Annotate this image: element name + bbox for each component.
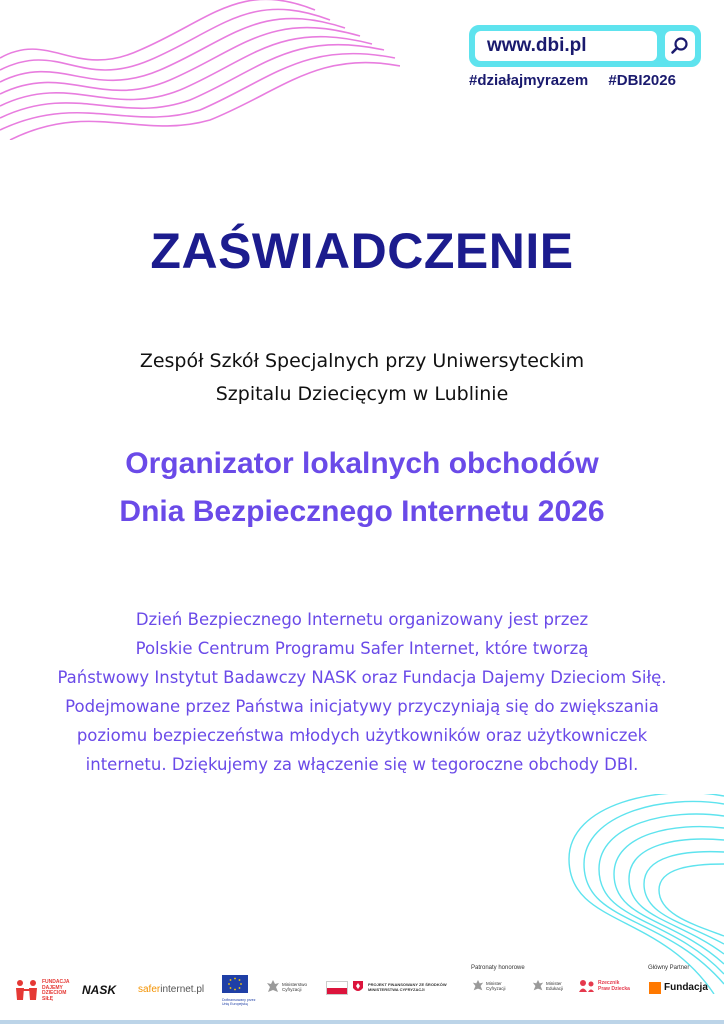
search-icon [665,31,695,61]
hashtag: #DBI2026 [608,72,676,89]
description-line: poziomu bezpieczeństwa młodych użytkowników oraz użytkowniczek [76,726,648,745]
eagle-icon [472,979,484,993]
certificate-title: ZAŚWIADCZENIE [150,223,574,279]
description-line: Dzień Bezpiecznego Internetu organizowany jest przez [135,610,589,629]
role-line: Organizator lokalnych obchodów [125,447,599,480]
fdds-name: FUNDACJA DAJEMY DZIECIOM SIŁĘ [42,979,70,1002]
project-caption: PROJEKT FINANSOWANY ZE ŚRODKÓW MINISTERSTWA CYFRYZACJI [368,982,447,992]
url-text: www.dbi.pl [475,31,657,61]
rzecznik-name: Rzecznik Praw Dziecka [598,980,630,992]
cyan-wave-decoration [544,794,724,994]
partner-label: Główny Partner [648,965,690,971]
role-heading [0,440,724,536]
saferinternet-logo [138,984,204,995]
hashtags [469,72,709,89]
nask-logo: NASK [82,983,117,997]
ministry-name: Ministerstwo Cyfryzacji [282,982,308,992]
emblem-icon [352,980,364,994]
hashtag: #działajmyrazem [469,72,589,89]
saferinternet-part2: internet.pl [160,984,205,995]
description [0,605,724,779]
rpd-icon [578,979,596,993]
description-line: internetu. Dziękujemy za włączenie się w tegoroczne obchody DBI. [85,755,639,774]
minister-edukacji-name: Minister Edukacji [546,981,564,991]
minister-cyfryzacji-name: Minister Cyfryzacji [486,981,506,991]
pink-wave-decoration [0,0,400,140]
school-name-line: Zespół Szkół Specjalnych przy Uniwersyteckim [139,350,585,372]
url-search-box [469,25,701,67]
school-name-line: Szpitalu Dziecięcym w Lublinie [215,383,509,405]
school-name [0,345,724,411]
role-line: Dnia Bezpiecznego Internetu 2026 [119,495,605,528]
description-line: Polskie Centrum Programu Safer Internet, które tworzą [135,639,589,658]
saferinternet-part1: safer [138,984,161,995]
poland-flag-icon [326,981,348,995]
fdds-logo [14,979,74,1003]
orange-fundacja-name: Fundacja [664,982,708,993]
children-icon [14,979,40,1001]
footer-logos [0,965,724,1015]
patronage-label: Patronaty honorowe [471,965,525,971]
eu-caption: Dofinansowany przez Unię Europejską [222,998,256,1006]
eu-logo [222,975,256,1006]
orange-square-icon [649,982,661,994]
eu-flag-icon [222,975,248,993]
eagle-icon [532,979,544,993]
eagle-icon [266,979,280,995]
bottom-border [0,1020,724,1024]
description-line: Podejmowane przez Państwa inicjatywy przyczyniają się do zwiększania [65,697,659,716]
description-line: Państwowy Instytut Badawczy NASK oraz Fundacja Dajemy Dzieciom Siłę. [57,668,667,687]
